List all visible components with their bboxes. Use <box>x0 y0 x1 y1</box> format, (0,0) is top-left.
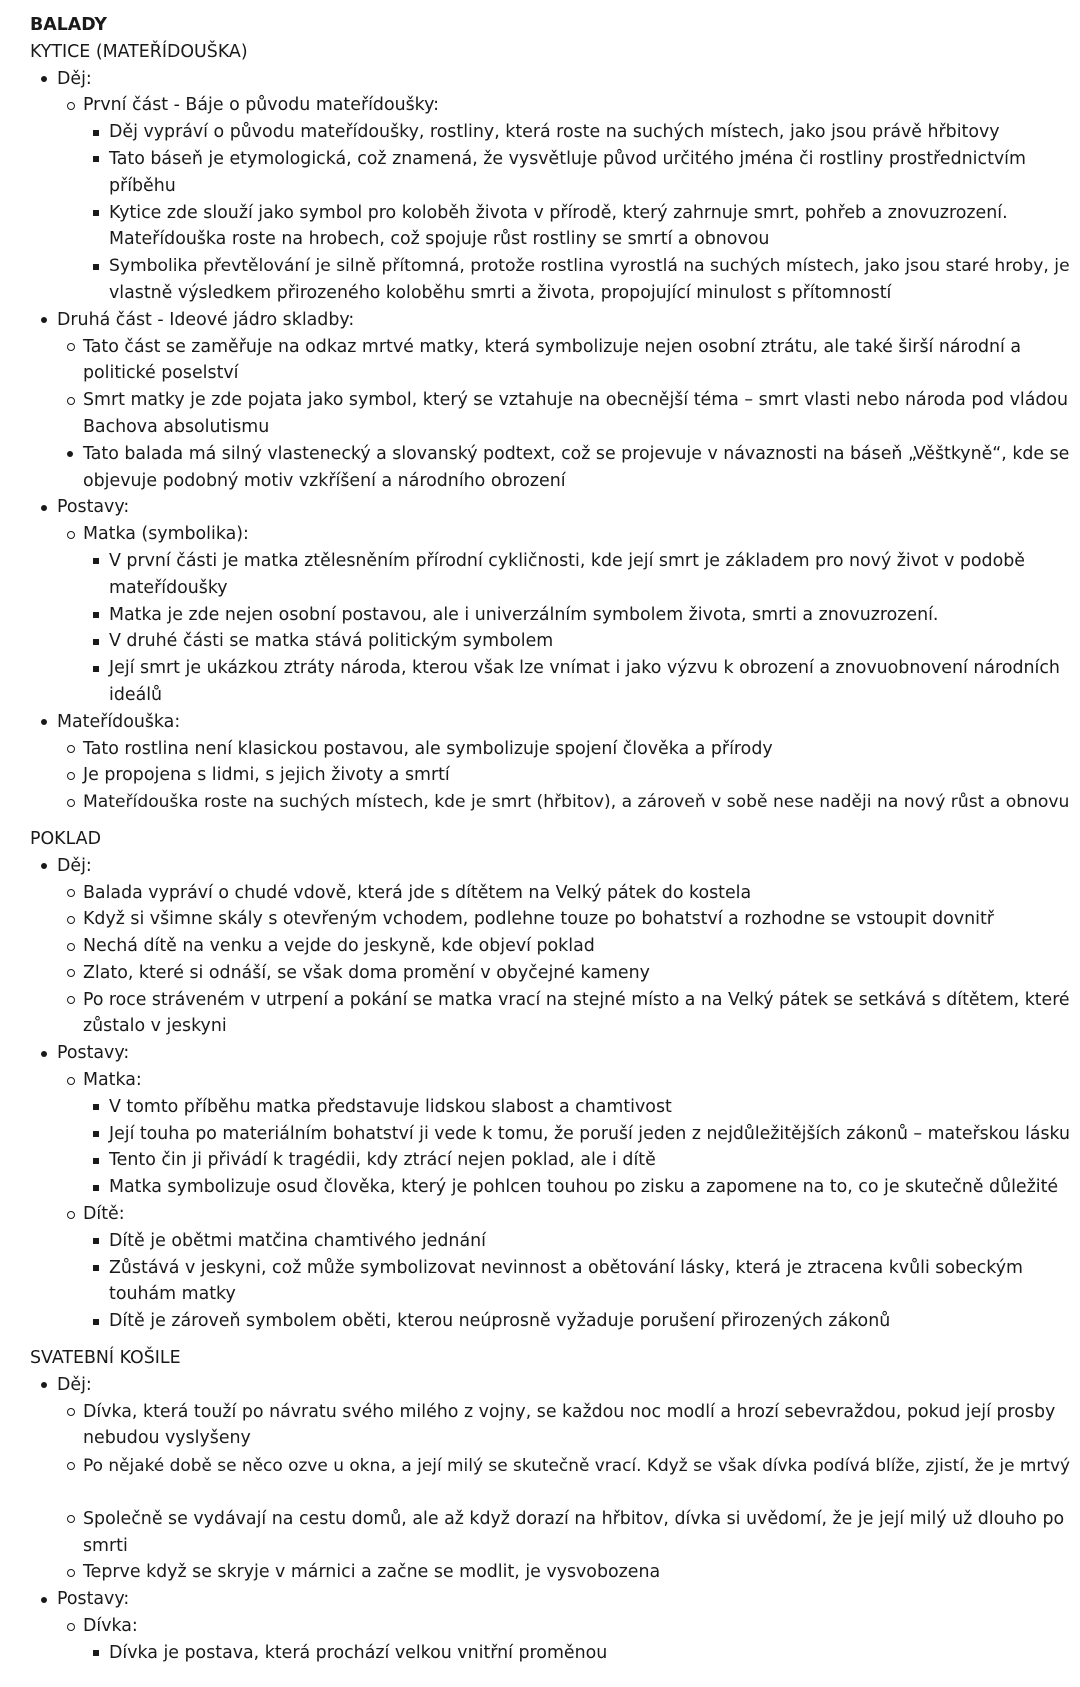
item-label: Matka: <box>83 1070 142 1091</box>
item-text-line: Mateřídouška roste na suchých místech, kde je smrt (hřbitov), a zároveň v sobě nese naději na nový růst a obnovu <box>83 792 1070 813</box>
bullet-icon <box>93 1238 99 1244</box>
item-text-line <box>83 1479 1052 1506</box>
bullet-icon <box>67 1515 75 1523</box>
item-text-line: V tomto příběhu matka představuje lidskou slabost a chamtivost <box>109 1096 672 1117</box>
bullet-icon <box>93 1650 99 1656</box>
list-item <box>83 1228 1052 1255</box>
bullet-icon <box>93 1319 99 1325</box>
bullet-icon <box>67 745 75 753</box>
item-text-line: Její touha po materiálním bohatství ji vede k tomu, že poruší jeden z nejdůležitějších zákonů – mateřskou lásku <box>109 1123 1071 1144</box>
list-item <box>83 1094 1052 1121</box>
bullet-icon <box>67 1569 75 1577</box>
bullet-icon <box>93 558 99 564</box>
item-text-line: Dítě je zároveň symbolem oběti, kterou neúprosně vyžaduje porušení přirozených zákonů <box>109 1311 891 1332</box>
item-text-line: Tato balada má silný vlastenecký a slovanský podtext, což se projevuje v návaznosti na báseň „Věštkyně“, kde se <box>83 443 1070 464</box>
bullet-icon <box>67 772 75 780</box>
list-item <box>30 1372 1071 1586</box>
list-item <box>57 960 1052 987</box>
list-item <box>30 494 1060 708</box>
item-text-line: Tato rostlina není klasickou postavou, ale symbolizuje spojení člověka a přírody <box>83 738 773 759</box>
item-text-line: Dítě je obětmi matčina chamtivého jednání <box>109 1230 486 1251</box>
section-heading-kytice: KYTICE (MATEŘÍDOUŠKA) <box>30 41 248 62</box>
item-label: Dítě: <box>83 1204 125 1225</box>
section-heading-svatebni-kosile: SVATEBNÍ KOŠILE <box>30 1348 181 1369</box>
list-item <box>57 1452 1071 1506</box>
list-item <box>57 92 1070 306</box>
list-item <box>57 1067 1071 1201</box>
item-text-line: Po roce stráveném v utrpení a pokání se matka vrací na stejné místo a na Velký pátek se setkává s dítětem, které <box>83 989 1070 1010</box>
item-text-line: objevuje podobný motiv vzkříšení a národního obrození <box>83 470 566 491</box>
bullet-icon <box>67 799 75 807</box>
list-item <box>83 119 1052 146</box>
list-item <box>83 1255 1052 1309</box>
bullet-icon <box>67 969 75 977</box>
item-text-line: Tato část se zaměřuje na odkaz mrtvé matky, která symbolizuje nejen osobní ztrátu, ale také širší národní a <box>83 336 1022 357</box>
list-item <box>57 762 1052 789</box>
bullet-icon <box>67 451 73 457</box>
section-heading-poklad: POKLAD <box>30 828 101 849</box>
item-text-line: Po nějaké době se něco ozve u okna, a její milý se skutečně vrací. Když se však dívka podívá blíže, zjistí, že je mrtvý <box>83 1455 1071 1476</box>
item-text-line: mateřídoušky <box>109 577 228 598</box>
item-text-line: Dívka, která touží po návratu svého milého z vojny, se každou noc modlí a hrozí sebevraždou, pokud její prosby <box>83 1401 1056 1422</box>
list-item <box>30 1040 1071 1335</box>
list-item <box>57 334 1052 388</box>
item-text-line: Zůstává v jeskyni, což může symbolizovat nevinnost a obětování lásky, která je ztracena kvůli sobeckým <box>109 1257 1023 1278</box>
list-item <box>83 1308 1052 1335</box>
item-text-line: nebudou vyslyšeny <box>83 1428 251 1449</box>
bullet-icon <box>93 1131 99 1137</box>
document-title: BALADY <box>30 15 108 35</box>
bullet-icon <box>93 264 99 270</box>
bullet-icon <box>93 210 99 216</box>
list-item <box>83 146 1052 200</box>
bullet-icon <box>93 639 99 645</box>
item-text-line: Její smrt je ukázkou ztráty národa, kterou však lze vnímat i jako výzvu k obrození a znovuobnovení národních <box>109 658 1060 679</box>
bullet-icon <box>93 1185 99 1191</box>
item-text-line: Mateřídouška roste na hrobech, což spojuje růst rostliny se smrtí a obnovou <box>109 229 770 250</box>
item-text-line: Společně se vydávají na cestu domů, ale až když dorazí na hřbitov, dívka si uvědomí, že je její milý už dlouho po <box>83 1508 1065 1529</box>
bullet-icon <box>93 1265 99 1271</box>
list-item <box>30 853 1070 1041</box>
poklad-list <box>30 853 1071 1335</box>
list-item <box>57 1506 1065 1560</box>
item-label: Děj: <box>57 855 92 876</box>
list-item <box>83 1174 1059 1201</box>
list-item <box>57 789 1070 816</box>
list-item <box>83 1147 1052 1174</box>
item-text-line: Když si všimne skály s otevřeným vchodem, podlehne touze po bohatství a rozhodne se vstoupit dovnitř <box>83 909 994 930</box>
item-text-line: Kytice zde slouží jako symbol pro koloběh života v přírodě, který zahrnuje smrt, pohřeb a znovuzrození. <box>109 202 1008 223</box>
item-text-line: zůstalo v jeskyni <box>83 1016 227 1037</box>
item-text-line: Děj vypráví o původu mateřídoušky, rostliny, která roste na suchých místech, jako jsou právě hřbitovy <box>109 122 1000 143</box>
item-text-line: Tato báseň je etymologická, což znamená, že vysvětluje původ určitého jména či rostliny prostřednictvím <box>109 148 1026 169</box>
item-text-line: politické poselství <box>83 363 239 384</box>
item-text-line: Je propojena s lidmi, s jejich životy a smrtí <box>83 765 450 786</box>
bullet-icon <box>93 130 99 136</box>
list-item <box>83 548 1052 602</box>
list-item <box>57 1559 1052 1586</box>
svatebni-list <box>30 1372 1071 1667</box>
item-label: Dívka: <box>83 1616 138 1637</box>
item-text-line: Matka symbolizuje osud člověka, který je pohlcen touhou po zisku a zapomene na to, co je skutečně důležité <box>109 1177 1059 1198</box>
item-text-line: V druhé části se matka stává politickým symbolem <box>109 631 554 652</box>
list-item <box>57 987 1070 1041</box>
list-item <box>57 441 1070 495</box>
item-text-line: Balada vypráví o chudé vdově, která jde s dítětem na Velký pátek do kostela <box>83 882 752 903</box>
bullet-icon <box>67 397 75 405</box>
list-item <box>83 1640 1052 1667</box>
list-item <box>83 602 1052 629</box>
item-text-line: vlastně výsledkem přirozeného koloběhu smrti a života, propojující minulost s přítomností <box>109 282 892 303</box>
item-text-line: Teprve když se skryje v márnici a začne se modlit, je vysvobozena <box>83 1562 661 1583</box>
item-text-line: Dívka je postava, která prochází velkou vnitřní proměnou <box>109 1642 608 1663</box>
item-label: Mateřídouška: <box>57 711 181 732</box>
list-item <box>57 1201 1052 1335</box>
item-text-line: smrti <box>83 1535 128 1556</box>
bullet-icon <box>67 1462 75 1470</box>
item-text-line: příběhu <box>109 175 176 196</box>
item-label: Matka (symbolika): <box>83 524 249 545</box>
item-label: První část - Báje o původu mateřídoušky: <box>83 95 440 116</box>
bullet-icon <box>67 916 75 924</box>
list-item <box>57 933 1052 960</box>
list-item <box>57 880 1052 907</box>
list-item <box>57 906 1052 933</box>
list-item <box>83 1121 1071 1148</box>
bullet-icon <box>93 156 99 162</box>
item-label: Postavy: <box>57 497 130 518</box>
bullet-icon <box>67 343 75 351</box>
bullet-icon <box>93 1104 99 1110</box>
item-label: Druhá část - Ideové jádro skladby: <box>57 309 355 330</box>
bullet-icon <box>67 996 75 1004</box>
kytice-list <box>30 66 1070 816</box>
item-text-line: Symbolika převtělování je silně přítomná, protože rostlina vyrostlá na suchých místech, jako jsou staré hroby, je <box>109 256 1070 277</box>
list-item <box>57 387 1069 441</box>
item-label: Postavy: <box>57 1589 130 1610</box>
list-item <box>30 66 1070 307</box>
list-item <box>83 655 1060 709</box>
bullet-icon <box>67 889 75 897</box>
item-text-line: Tento čin ji přivádí k tragédii, kdy ztrácí nejen poklad, ale i dítě <box>109 1150 656 1171</box>
bullet-icon <box>67 943 75 951</box>
item-text-line: Nechá dítě na venku a vejde do jeskyně, kde objeví poklad <box>83 936 595 957</box>
list-item <box>57 736 1052 763</box>
item-label: Děj: <box>57 1374 92 1395</box>
list-item <box>57 1399 1056 1453</box>
list-item <box>30 1586 1052 1666</box>
item-text-line: Bachova absolutismu <box>83 416 270 437</box>
item-text-line: Zlato, které si odnáší, se však doma promění v obyčejné kameny <box>83 962 650 983</box>
bullet-icon <box>67 1408 75 1416</box>
list-item <box>83 253 1070 307</box>
list-item <box>57 1613 1052 1667</box>
list-item <box>30 709 1070 816</box>
item-text-line: Matka je zde nejen osobní postavou, ale i univerzálním symbolem života, smrti a znovuzrození. <box>109 604 939 625</box>
item-label: Postavy: <box>57 1043 130 1064</box>
bullet-icon <box>93 612 99 618</box>
bullet-icon <box>93 1158 99 1164</box>
list-item <box>57 521 1060 709</box>
bullet-icon <box>93 666 99 672</box>
list-item <box>30 307 1070 495</box>
item-text-line: V první části je matka ztělesněním přírodní cykličnosti, kde její smrt je základem pro nový život v podobě <box>109 550 1025 571</box>
item-text-line: touhám matky <box>109 1284 236 1305</box>
item-label: Děj: <box>57 68 92 89</box>
item-text-line: Smrt matky je zde pojata jako symbol, který se vztahuje na obecnější téma – smrt vlasti nebo národa pod vládou <box>83 390 1069 411</box>
list-item <box>83 200 1052 254</box>
item-text-line: ideálů <box>109 684 163 705</box>
list-item <box>83 628 1052 655</box>
